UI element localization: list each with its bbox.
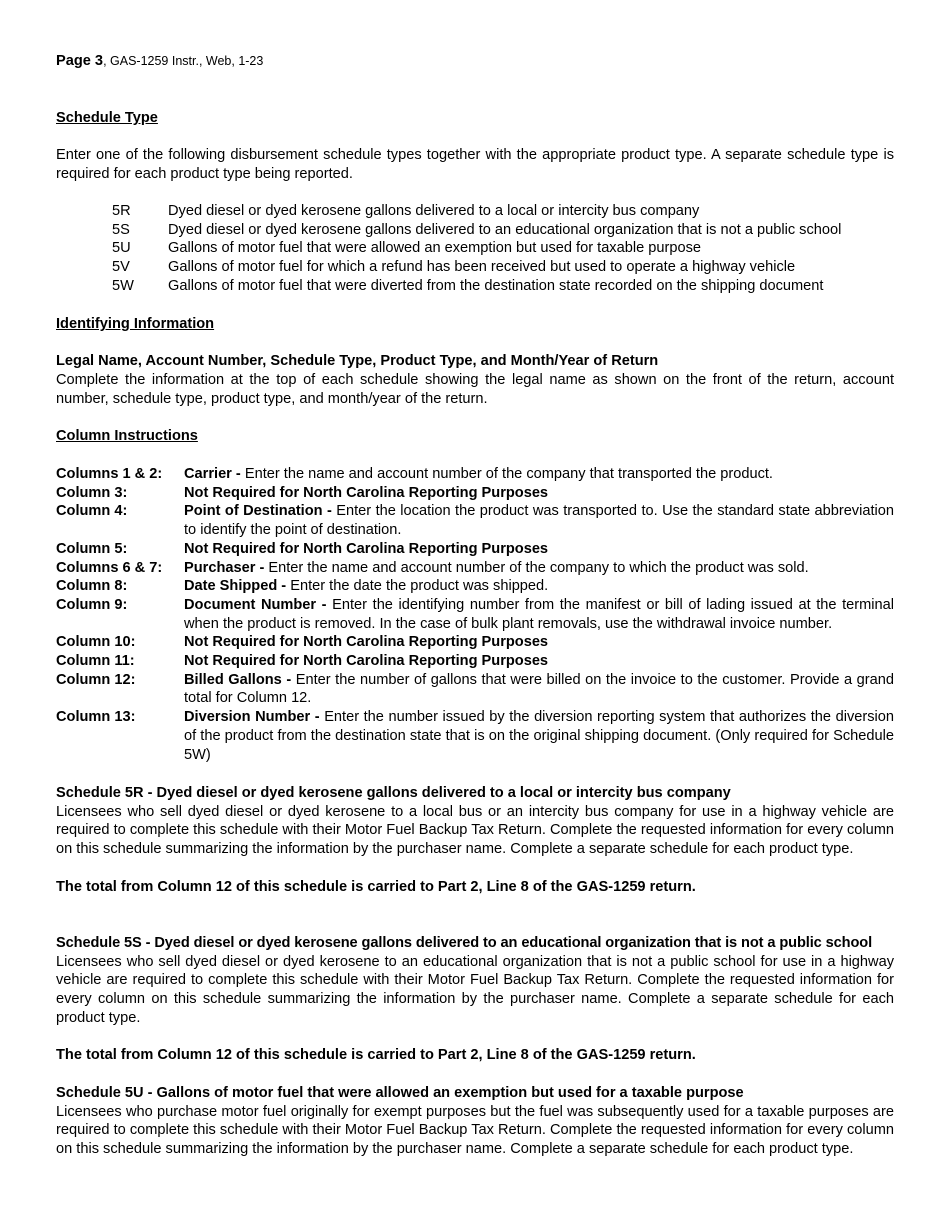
- column-term: Not Required for North Carolina Reporting Purposes: [184, 653, 549, 670]
- column-term: Not Required for North Carolina Reporting Purposes: [184, 484, 549, 501]
- schedule-5s-section: [56, 934, 894, 1065]
- column-description: [184, 484, 894, 503]
- column-label: Column 8:: [56, 578, 128, 595]
- column-term: Purchaser -: [184, 559, 269, 576]
- column-row: [56, 633, 894, 652]
- schedule-code: 5U: [112, 240, 131, 257]
- schedule-heading: Schedule 5R - Dyed diesel or dyed kerosene gallons delivered to a local or intercity bus company: [56, 785, 731, 801]
- column-label: Column 10:: [56, 634, 136, 651]
- column-label: Column 13:: [56, 709, 136, 726]
- column-description: [184, 652, 894, 671]
- column-term: Not Required for North Carolina Reporting Purposes: [184, 540, 549, 557]
- list-item: [56, 277, 894, 296]
- column-description: [184, 633, 894, 652]
- column-label: Column 4:: [56, 503, 128, 520]
- identifying-text: Complete the information at the top of each schedule showing the legal name as shown on the front of the return, account number, schedule type, product type, and month/year of the return.: [56, 372, 894, 407]
- header-separator: ,: [103, 54, 107, 68]
- schedule-desc: Gallons of motor fuel for which a refund has been received but used to operate a highway vehicle: [168, 259, 796, 276]
- column-description: [184, 559, 894, 578]
- schedule-type-list: [56, 202, 894, 296]
- column-row: [56, 671, 894, 708]
- list-item: [56, 202, 894, 221]
- column-description: [184, 708, 894, 764]
- schedule-desc: Dyed diesel or dyed kerosene gallons delivered to a local or intercity bus company: [168, 203, 700, 219]
- schedule-code: 5W: [112, 277, 134, 294]
- page-header: [56, 52, 894, 71]
- column-label: Columns 6 & 7:: [56, 559, 163, 576]
- form-id: GAS-1259 Instr., Web, 1-23: [106, 54, 264, 68]
- column-row: [56, 540, 894, 559]
- column-term: Point of Destination -: [184, 503, 337, 520]
- schedule-text: Licensees who sell dyed diesel or dyed kerosene to a local bus or an intercity bus company for use in a highway vehicle are required to complete this schedule with their Motor Fuel Backup Tax Return. Complete the requested information for every column on this schedule summarizing the information by the purchaser name. Complete a separate schedule for each product type.: [56, 803, 894, 858]
- column-description: [184, 540, 894, 559]
- column-label: Column 3:: [56, 484, 128, 501]
- schedule-desc: Gallons of motor fuel that were allowed an exemption but used for taxable purpose: [168, 240, 701, 257]
- column-row: [56, 465, 894, 484]
- column-row: [56, 596, 894, 633]
- list-item: [56, 258, 894, 277]
- column-description: [184, 671, 894, 708]
- schedule-type-intro: Enter one of the following disbursement schedule types together with the appropriate product type. A separate schedule type is required for each product type being reported.: [56, 147, 894, 182]
- schedule-total-note: The total from Column 12 of this schedule is carried to Part 2, Line 8 of the GAS-1259 return.: [56, 1047, 696, 1064]
- column-term: Not Required for North Carolina Reporting Purposes: [184, 634, 549, 651]
- column-text: Enter the number issued by the diversion reporting system that authorizes the diversion of the product from the destination state that is on the original shipping document. (Only required for Schedule 5W): [184, 709, 895, 763]
- list-item: [56, 239, 894, 258]
- column-label: Column 5:: [56, 540, 128, 557]
- column-instructions-table: [56, 465, 894, 764]
- column-text: Enter the number of gallons that were billed on the invoice to the customer. Provide a grand total for Column 12.: [184, 671, 895, 707]
- column-row: [56, 652, 894, 671]
- column-text: Enter the identifying number from the manifest or bill of lading issued at the terminal when the product is removed. In the case of bulk plant removals, use the withdrawal invoice number.: [184, 596, 895, 632]
- schedule-heading: Schedule 5U - Gallons of motor fuel that were allowed an exemption but used for a taxable purpose: [56, 1085, 744, 1101]
- schedule-text: Licensees who purchase motor fuel originally for exempt purposes but the fuel was subsequently used for a taxable purposes are required to complete this schedule with their Motor Fuel Backup Tax Return. Complete the requested information for every column on this schedule summarizing the information by the purchaser name. Complete a separate schedule for each product type.: [56, 1103, 894, 1158]
- schedule-code: 5V: [112, 259, 130, 276]
- column-text: Enter the name and account number of the company to which the product was sold.: [268, 559, 809, 576]
- column-term: Date Shipped -: [184, 578, 291, 595]
- column-description: [184, 465, 894, 484]
- column-term: Document Number -: [184, 596, 333, 613]
- schedule-5u-section: [56, 1084, 894, 1159]
- list-item: [56, 221, 894, 240]
- column-instructions-heading: Column Instructions: [56, 428, 198, 444]
- column-term: Diversion Number -: [184, 709, 325, 726]
- column-term: Carrier -: [184, 466, 245, 482]
- column-label: Columns 1 & 2:: [56, 466, 163, 482]
- schedule-type-heading: Schedule Type: [56, 110, 158, 126]
- column-label: Column 11:: [56, 653, 135, 670]
- schedule-desc: Gallons of motor fuel that were diverted from the destination state recorded on the shipping document: [168, 277, 824, 294]
- page-number: Page 3: [56, 53, 104, 69]
- column-row: [56, 559, 894, 578]
- column-text: Enter the date the product was shipped.: [290, 578, 549, 595]
- schedule-code: 5S: [112, 221, 130, 238]
- column-text: Enter the name and account number of the company that transported the product.: [244, 466, 773, 482]
- column-label: Column 9:: [56, 596, 128, 613]
- column-description: [184, 502, 894, 539]
- schedule-total-note: The total from Column 12 of this schedule is carried to Part 2, Line 8 of the GAS-1259 return.: [56, 878, 696, 895]
- column-description: [184, 596, 894, 633]
- column-description: [184, 577, 894, 596]
- schedule-desc: Dyed diesel or dyed kerosene gallons delivered to an educational organization that is not a public school: [168, 221, 842, 238]
- column-row: [56, 484, 894, 503]
- schedule-code: 5R: [112, 203, 131, 219]
- identifying-subheading: Legal Name, Account Number, Schedule Type, Product Type, and Month/Year of Return: [56, 353, 659, 369]
- schedule-5r-section: [56, 784, 894, 896]
- column-row: [56, 502, 894, 539]
- column-term: Billed Gallons -: [184, 671, 296, 688]
- column-row: [56, 708, 894, 764]
- schedule-heading: Schedule 5S - Dyed diesel or dyed kerosene gallons delivered to an educational organization that is not a public school: [56, 935, 873, 951]
- identifying-heading: Identifying Information: [56, 316, 215, 332]
- column-text: Enter the location the product was transported to. Use the standard state abbreviation to identify the point of destination.: [184, 503, 894, 539]
- column-row: [56, 577, 894, 596]
- column-label: Column 12:: [56, 671, 136, 688]
- schedule-text: Licensees who sell dyed diesel or dyed kerosene to an educational organization that is not a public school for use in a highway vehicle are required to complete this schedule with their Motor Fuel Backup Tax Return. Complete the requested information for every column on this schedule summarizing the information by the purchaser name. Complete a separate schedule for each product type.: [56, 953, 894, 1026]
